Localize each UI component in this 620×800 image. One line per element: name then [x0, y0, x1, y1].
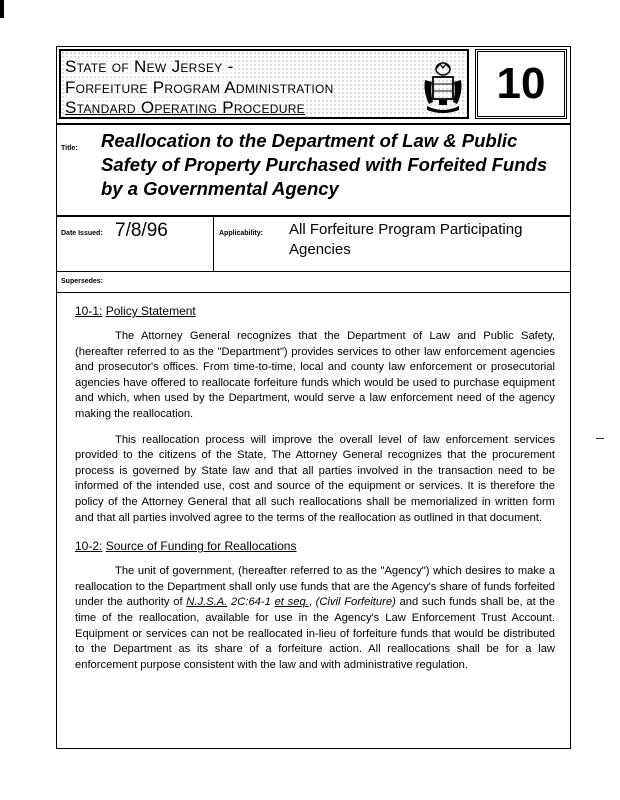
paragraph-text: , — [308, 596, 316, 609]
date-issued-value: 7/8/96 — [115, 220, 168, 241]
paragraph: This reallocation process will improve the overall level of law enforcement services provided to the citizens of the State, The Attorney General recognizes that the procurement process is governed by State law and that all parties involved in the transaction need to be informed of the intended use, cost and source of the equipment or services. It is therefore the policy of the Attorney General that all such reallocations shall be memorialized in written form and that all parties involved agree to the terms of the reallocation as outlined in that document. — [75, 433, 555, 524]
date-issued-label: Date Issued: — [61, 230, 103, 237]
sop-header — [57, 47, 570, 125]
applicability-value: All Forfeiture Program Participating Agencies — [289, 221, 523, 258]
statute-citation: N.J.S.A. — [186, 596, 228, 609]
section-title: Source of Funding for Reallocations — [105, 539, 297, 554]
paragraph-text: and such funds shall be, at the time of the reallocation, available for use in the Agency's Law Enforcement Trust Account. Equipment or services can not be reallocated in-lieu of forfeiture funds that would be distributed to the Department as its share of a forfeiture action. All reallocations shall be for a law enforcement purpose consistent with the law and with administrative regulation. — [75, 596, 555, 671]
paragraph: The Attorney General recognizes that the Department of Law and Public Safety, (hereafter referred to as the "Department") provides services to other law enforcement agencies and prosecutor's offices. From time-to-time, local and county law enforcement or prosecutorial agencies have offered to reallocate forfeiture funds which would be used to purchase equipment and which, when used by the Department, would serve a law enforcement need of the agency making the reallocation. — [75, 330, 555, 420]
et-seq-citation: et seq. — [274, 596, 309, 609]
document-body — [75, 303, 555, 673]
header-title-box — [59, 49, 469, 119]
header-sop-line: Standard Operating Procedure — [65, 98, 305, 117]
section-title: Policy Statement — [105, 304, 196, 318]
title-label: Title: — [61, 145, 78, 152]
scan-corner-mark — [0, 0, 4, 18]
row-divider — [213, 217, 214, 271]
statute-number: 2C:64-1 — [227, 596, 275, 609]
issue-info-row — [57, 217, 570, 272]
header-state-line: State of New Jersey - — [65, 57, 234, 76]
nj-state-seal-icon — [421, 60, 465, 116]
document-frame — [56, 46, 571, 749]
margin-tick-mark — [596, 438, 604, 439]
section-number: 10-2: — [75, 539, 103, 554]
paragraph — [75, 564, 555, 673]
header-program-line: Forfeiture Program Administration — [65, 78, 334, 97]
applicability-label: Applicability: — [219, 230, 263, 237]
supersedes-row — [57, 272, 570, 293]
supersedes-label: Supersedes: — [61, 278, 104, 285]
section-heading-10-2 — [75, 538, 555, 554]
document-title: Reallocation to the Department of Law & Public Safety of Property Purchased with Forfeited Funds by a Governmental Agency — [101, 130, 548, 199]
section-heading-10-1 — [75, 303, 555, 319]
sop-number: 10 — [475, 49, 567, 119]
paragraph-text: The unit of government, (hereafter referred to as the "Agency") which desires to make a reallocation to the Department shall only use funds that are the Agency's share of funds forfeited under the authority of — [75, 565, 555, 609]
section-number: 10-1: — [75, 304, 103, 318]
civil-forfeiture-note: (Civil Forfeiture) — [315, 596, 396, 609]
title-row — [57, 125, 570, 217]
